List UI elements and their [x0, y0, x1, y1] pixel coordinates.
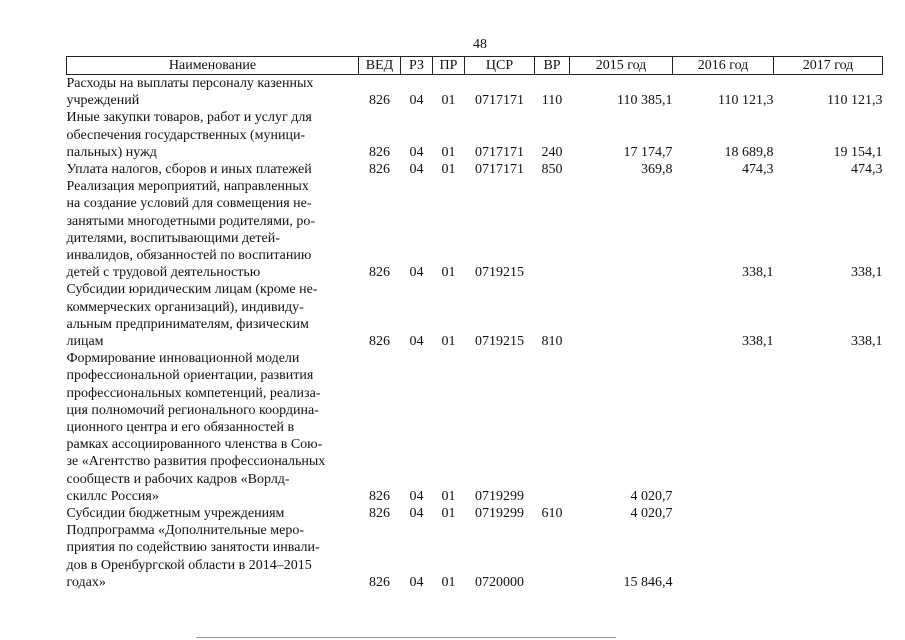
cell-2015: 4 020,7 — [630, 488, 673, 504]
cell-2015: 17 174,7 — [623, 144, 673, 160]
cell-ved: 826 — [369, 574, 390, 590]
row-name-line: Реализация мероприятий, направленных — [66, 179, 309, 195]
cell-pr: 01 — [441, 334, 456, 350]
cell-2016: 110 121,3 — [718, 93, 774, 109]
cell-name — [67, 350, 359, 505]
table-row — [67, 161, 883, 178]
cell-2016: 338,1 — [742, 265, 774, 281]
cell-rz: 04 — [409, 144, 424, 160]
row-name-line: дителями, воспитывающими детей- — [66, 230, 280, 246]
column-header-csr: ЦСР — [465, 57, 535, 75]
cell-name — [67, 281, 359, 350]
cell-2016 — [673, 522, 774, 591]
cell-csr: 0717171 — [475, 144, 524, 160]
row-name-line: Расходы на выплаты персоналу казенных — [66, 76, 314, 91]
row-name-line: приятия по содействию занятости инвали- — [66, 540, 320, 556]
cell-rz: 04 — [409, 265, 424, 281]
cell-vr: 240 — [541, 144, 563, 160]
cell-vr — [535, 350, 570, 505]
cell-csr: 0719299 — [475, 488, 524, 504]
row-name-line: годах» — [66, 574, 106, 590]
cell-ved: 826 — [369, 506, 390, 522]
cell-name — [67, 505, 359, 522]
table-row — [67, 505, 883, 522]
cell-2016 — [673, 350, 774, 505]
cell-2017: 338,1 — [851, 265, 883, 281]
cell-2016 — [673, 505, 774, 522]
cell-2017 — [774, 505, 883, 522]
table-row — [67, 350, 883, 505]
cell-2017 — [774, 350, 883, 505]
row-name-line: скиллс Россия» — [66, 488, 159, 504]
cell-csr: 0719299 — [475, 506, 524, 522]
cell-rz: 04 — [409, 506, 424, 522]
column-header-name: Наименование — [67, 57, 359, 75]
cell-pr: 01 — [441, 144, 456, 160]
column-header-2016: 2016 год — [673, 57, 774, 75]
cell-2015 — [570, 281, 673, 350]
cell-pr: 01 — [441, 265, 456, 281]
cell-csr: 0719215 — [475, 334, 524, 350]
cell-rz: 04 — [409, 93, 424, 109]
cell-ved: 826 — [369, 488, 390, 504]
cell-ved: 826 — [369, 162, 390, 178]
cell-name — [67, 161, 359, 178]
row-name-line: Подпрограмма «Дополнительные меро- — [66, 523, 304, 539]
table-row — [67, 178, 883, 281]
cell-pr: 01 — [441, 506, 456, 522]
cell-ved: 826 — [369, 144, 390, 160]
cell-2017: 474,3 — [851, 162, 883, 178]
table-body — [67, 75, 883, 592]
cell-name — [67, 522, 359, 591]
row-name-line: Формирование инновационной модели — [66, 351, 300, 367]
cell-csr: 0719215 — [475, 265, 524, 281]
cell-2017: 19 154,1 — [833, 144, 883, 160]
cell-vr: 610 — [541, 506, 563, 522]
cell-2017 — [774, 522, 883, 591]
bottom-divider — [196, 637, 616, 638]
table-row — [67, 75, 883, 110]
cell-vr: 110 — [541, 93, 563, 109]
column-header-rz: РЗ — [401, 57, 433, 75]
table-row — [67, 522, 883, 591]
cell-name — [67, 109, 359, 161]
cell-2015: 4 020,7 — [630, 506, 673, 522]
cell-vr — [535, 522, 570, 591]
row-name-line: лицам — [66, 334, 104, 350]
column-header-pr: ПР — [433, 57, 465, 75]
cell-2016: 474,3 — [742, 162, 774, 178]
cell-vr: 850 — [541, 162, 563, 178]
cell-name — [67, 178, 359, 281]
row-name-line: профессиональной ориентации, развития — [66, 368, 314, 384]
cell-csr: 0717171 — [475, 93, 524, 109]
cell-rz: 04 — [409, 488, 424, 504]
page-number: 48 — [473, 37, 487, 52]
cell-ved: 826 — [369, 334, 390, 350]
cell-pr: 01 — [441, 574, 456, 590]
row-name-line: зе «Агентство развития профессиональных — [66, 454, 326, 470]
cell-csr: 0717171 — [475, 162, 524, 178]
cell-2015: 369,8 — [641, 162, 673, 178]
row-name-line: учреждений — [66, 93, 140, 109]
table-header-row — [67, 57, 883, 75]
row-name-line: Субсидии юридическим лицам (кроме не- — [66, 282, 318, 298]
budget-table — [66, 56, 883, 591]
cell-pr: 01 — [441, 93, 456, 109]
row-name-line: инвалидов, обязанностей по воспитанию — [66, 248, 312, 264]
column-header-ved: ВЕД — [359, 57, 401, 75]
cell-rz: 04 — [409, 574, 424, 590]
cell-2017: 110 121,3 — [827, 93, 883, 109]
row-name-line: на создание условий для совмещения не- — [66, 196, 312, 212]
row-name-line: профессиональных компетенций, реализа- — [66, 385, 321, 401]
row-name-line: ционного центра и его обязанностей в — [66, 420, 295, 436]
row-name-line: рамках ассоциированного членства в Сою- — [66, 437, 323, 453]
table-row — [67, 281, 883, 350]
row-name-line: альным предпринимателям, физическим — [66, 316, 309, 332]
cell-2017: 338,1 — [851, 334, 883, 350]
row-name-line: ция полномочий регионального координа- — [66, 402, 319, 418]
cell-ved: 826 — [369, 93, 390, 109]
row-name-line: занятыми многодетными родителями, ро- — [66, 213, 316, 229]
row-name-line: детей с трудовой деятельностью — [66, 265, 261, 281]
cell-rz: 04 — [409, 162, 424, 178]
cell-ved: 826 — [369, 265, 390, 281]
column-header-2017: 2017 год — [774, 57, 883, 75]
row-name-line: Уплата налогов, сборов и иных платежей — [66, 162, 312, 178]
cell-csr: 0720000 — [475, 574, 524, 590]
cell-name — [67, 75, 359, 110]
cell-vr: 810 — [541, 334, 563, 350]
cell-2015: 110 385,1 — [617, 93, 673, 109]
column-header-2015: 2015 год — [570, 57, 673, 75]
row-name-line: дов в Оренбургской области в 2014–2015 — [66, 557, 312, 573]
cell-pr: 01 — [441, 162, 456, 178]
table-row — [67, 109, 883, 161]
cell-pr: 01 — [441, 488, 456, 504]
cell-2015: 15 846,4 — [623, 574, 673, 590]
cell-rz: 04 — [409, 334, 424, 350]
cell-vr — [535, 178, 570, 281]
column-header-vr: ВР — [535, 57, 570, 75]
cell-2016: 18 689,8 — [724, 144, 774, 160]
row-name-line: сообществ и рабочих кадров «Ворлд- — [66, 471, 290, 487]
row-name-line: коммерческих организаций), индивиду- — [66, 299, 304, 315]
cell-2015 — [570, 178, 673, 281]
row-name-line: Иные закупки товаров, работ и услуг для — [66, 110, 312, 126]
cell-2016: 338,1 — [742, 334, 774, 350]
row-name-line: Субсидии бюджетным учреждениям — [66, 506, 285, 522]
row-name-line: обеспечения государственных (муници- — [66, 127, 306, 143]
row-name-line: пальных) нужд — [66, 144, 157, 160]
